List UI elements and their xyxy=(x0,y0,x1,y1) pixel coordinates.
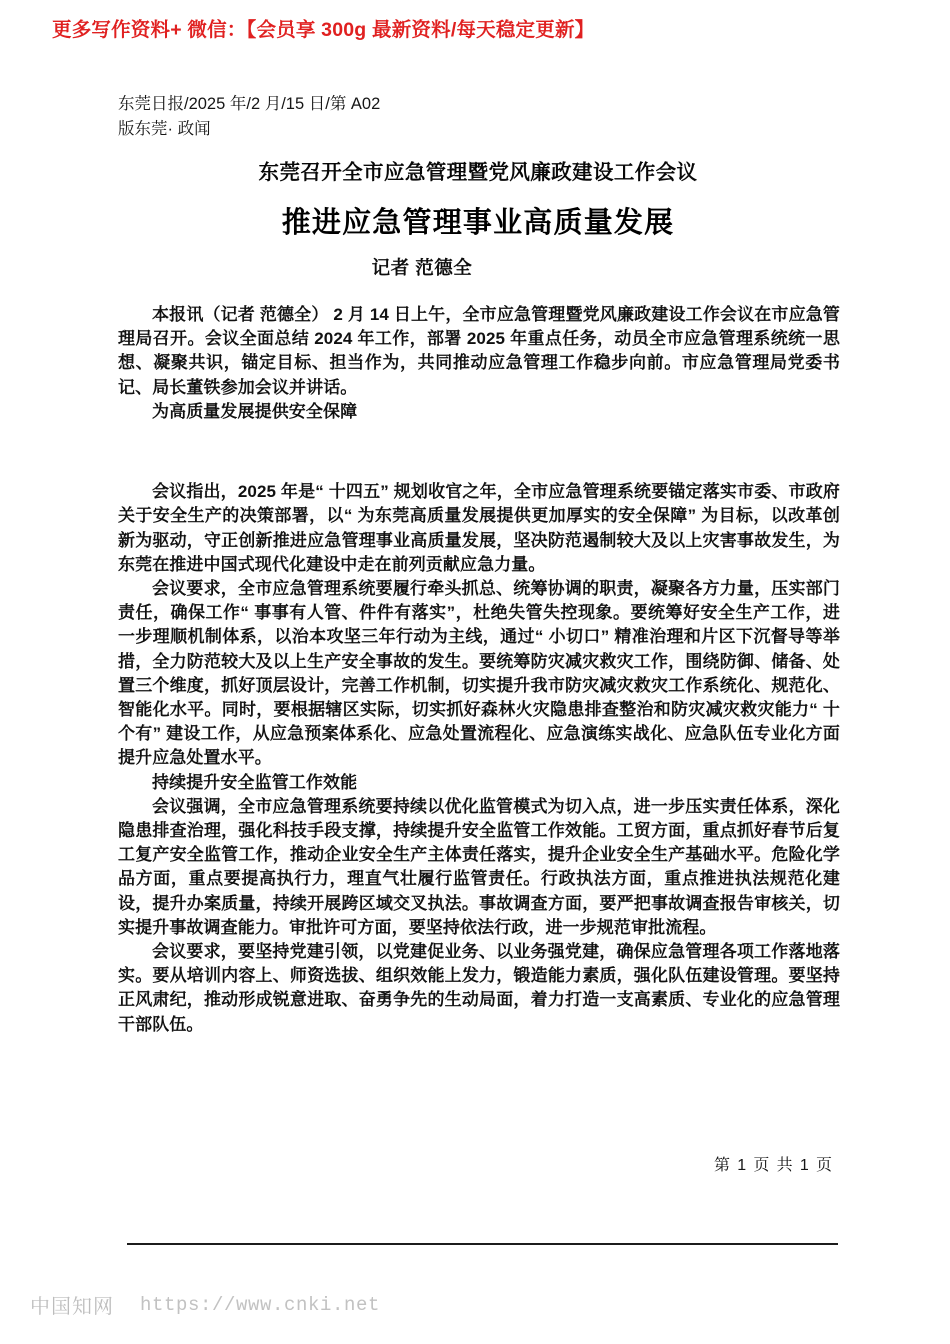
cnki-logo-text: 中国知网 xyxy=(30,1296,114,1318)
article-paragraph: 会议要求，要坚持党建引领，以党建促业务、以业务强党建，确保应急管理各项工作落地落实。要从培训内容上、师资选拔、组织效能上发力，锻造能力素质，强化队伍建设管理。要坚持正风肃纪，推动形成锐意进取、奋勇争先的生动局面，着力打造一支高素质、专业化的应急管理干部队伍。 xyxy=(118,942,840,1034)
article-paragraph: 本报讯（记者 范德全） 2 月 14 日上午，全市应急管理暨党风廉政建设工作会议在市应急管理局召开。会议全面总结 2024 年工作，部署 2025 年重点任务，动员全市应急管理系统统一思想、凝聚共识，锚定目标、担当作为，共同推动应急管理工作稳步向前。市应急管理局党委书记、局长董铁参加会议并讲话。 xyxy=(118,305,840,397)
headline-block xyxy=(118,158,838,282)
article-subheading: 持续提升安全监管工作效能 xyxy=(152,772,358,792)
cnki-watermark xyxy=(30,1290,380,1319)
masthead-line-2: 版东莞· 政闻 xyxy=(118,120,211,138)
article-body xyxy=(118,303,840,1037)
shoulder-title: 东莞召开全市应急管理暨党风廉政建设工作会议 xyxy=(258,161,698,184)
article-subheading: 为高质量发展提供安全保障 xyxy=(152,401,358,421)
masthead-line-1: 东莞日报/2025 年/2 月/15 日/第 A02 xyxy=(118,95,381,113)
page-number: 第 1 页 共 1 页 xyxy=(714,1157,834,1174)
masthead xyxy=(118,92,638,142)
byline: 记者 范德全 xyxy=(371,257,473,278)
promo-banner-text: 更多写作资料+ 微信：【会员享 300g 最新资料/每天稳定更新】 xyxy=(52,19,595,41)
footer-divider xyxy=(127,1243,838,1245)
article-paragraph: 会议指出，2025 年是“ 十四五” 规划收官之年，全市应急管理系统要锚定落实市委、市政府关于安全生产的决策部署，以“ 为东莞高质量发展提供更加厚实的安全保障” 为目标，以改革创新为驱动，守正创新推进应急管理事业高质量发展，坚决防范遏制较大及以上灾害事故发生，为东莞在推进中国式现代化建设中走在前列贡献应急力量。 xyxy=(118,482,840,574)
cnki-url-text: https://www.cnki.net xyxy=(140,1293,381,1316)
article-spacer xyxy=(118,440,840,464)
article-paragraph: 会议要求，全市应急管理系统要履行牵头抓总、统筹协调的职责，凝聚各方力量，压实部门责任，确保工作“ 事事有人管、件件有落实”，杜绝失管失控现象。要统筹好安全生产工作，进一步理顺机制体系，以治本攻坚三年行动为主线，通过“ 小切口” 精准治理和片区下沉督导等举措，全力防范较大及以上生产安全事故的发生。要统筹防灾减灾救灾工作，围绕防御、储备、处置三个维度，抓好顶层设计，完善工作机制，切实提升我市防灾减灾救灾工作系统化、规范化、智能化水平。同时，要根据辖区实际，切实抓好森林火灾隐患排查整治和防灾减灾救灾能力“ 十个有” 建设工作，从应急预案体系化、应急处置流程化、应急演练实战化、应急队伍专业化方面提升应急处置水平。 xyxy=(118,579,840,768)
page-title: 推进应急管理事业高质量发展 xyxy=(281,207,675,239)
article-paragraph: 会议强调，全市应急管理系统要持续以优化监管模式为切入点，进一步压实责任体系，深化隐患排查治理，强化科技手段支撑，持续提升安全监管工作效能。工贸方面，重点抓好春节后复工复产安全监管工作，推动企业安全生产主体责任落实，提升企业安全生产基础水平。危险化学品方面，重点要提高执行力，理直气壮履行监管责任。行政执法方面，重点推进执法规范化建设，提升办案质量，持续开展跨区域交叉执法。事故调查方面，要严把事故调查报告审核关，切实提升事故调查能力。审批许可方面，要坚持依法行政，进一步规范审批流程。 xyxy=(118,796,840,937)
